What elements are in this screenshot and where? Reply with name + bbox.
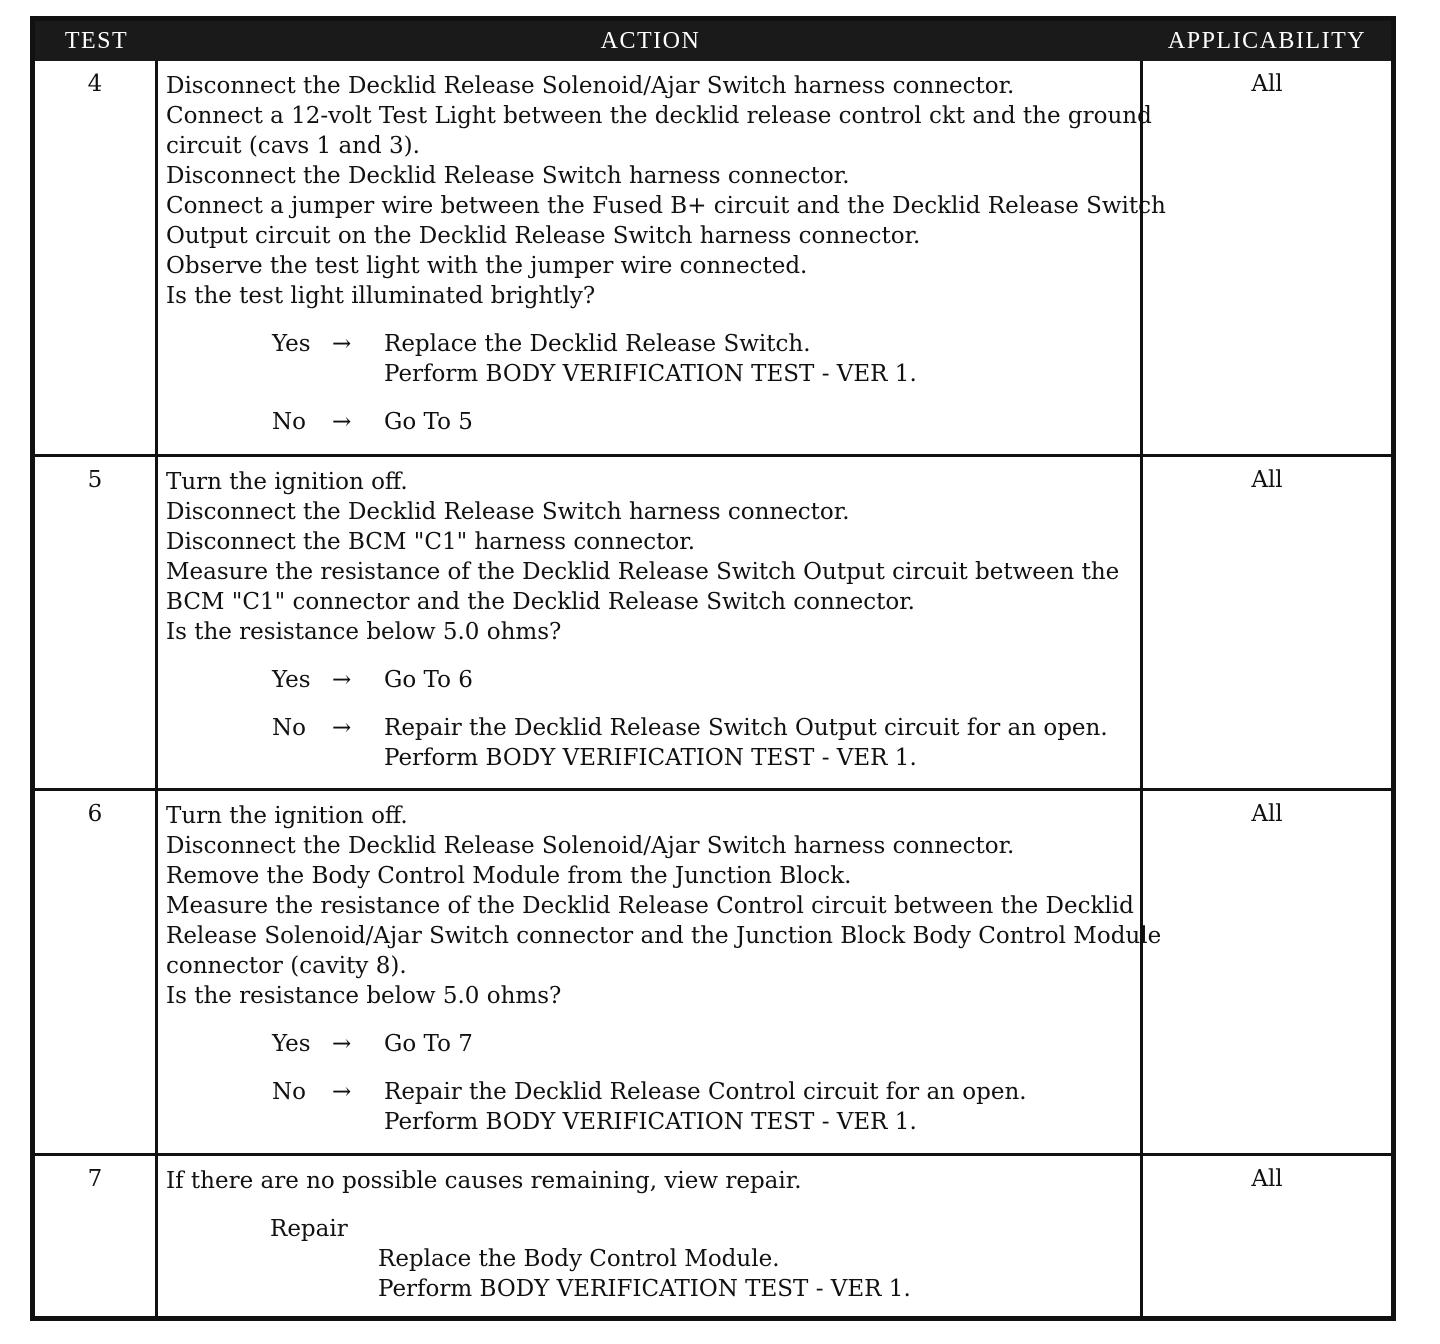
action-line: Release Solenoid/Ajar Switch connector and the Junction Block Body Control Module <box>166 923 1162 949</box>
table-body <box>35 61 1391 1316</box>
action-line: Remove the Body Control Module from the Junction Block. <box>166 863 852 889</box>
action-line: If there are no possible causes remaining, view repair. <box>166 1168 802 1194</box>
no-result-line: Go To 5 <box>384 409 473 435</box>
action-line: Is the resistance below 5.0 ohms? <box>166 983 562 1009</box>
arrow-icon: → <box>332 1079 352 1105</box>
yes-label: Yes <box>272 667 311 693</box>
header-test: TEST <box>64 27 129 54</box>
yes-result-line: Go To 7 <box>384 1031 473 1057</box>
action-line: circuit (cavs 1 and 3). <box>166 133 420 159</box>
repair-line: Perform BODY VERIFICATION TEST - VER 1. <box>378 1276 911 1302</box>
no-outcome <box>166 1077 1132 1137</box>
yes-result <box>384 329 1132 389</box>
action-line: Connect a jumper wire between the Fused B+ circuit and the Decklid Release Switch <box>166 193 1166 219</box>
yes-outcome <box>166 665 1132 695</box>
action-cell <box>158 1156 1143 1316</box>
table-row <box>35 61 1391 454</box>
repair-line: Replace the Body Control Module. <box>378 1246 780 1272</box>
header-action: ACTION <box>600 27 701 54</box>
action-line: Measure the resistance of the Decklid Release Control circuit between the Decklid <box>166 893 1134 919</box>
applicability-value: All <box>1251 1166 1283 1192</box>
table-header <box>35 21 1391 61</box>
arrow-icon: → <box>332 331 352 357</box>
arrow-icon: → <box>332 667 352 693</box>
action-line: Output circuit on the Decklid Release Switch harness connector. <box>166 223 921 249</box>
no-outcome <box>166 713 1132 773</box>
test-number: 6 <box>35 791 158 1153</box>
test-number: 5 <box>35 457 158 788</box>
yes-result-line: Go To 6 <box>384 667 473 693</box>
no-label: No <box>272 1079 306 1105</box>
no-result-line: Repair the Decklid Release Control circuit for an open. <box>384 1079 1027 1105</box>
no-label: No <box>272 409 306 435</box>
yes-result-line: Perform BODY VERIFICATION TEST - VER 1. <box>384 361 917 387</box>
no-result <box>384 407 1132 437</box>
action-line: Is the resistance below 5.0 ohms? <box>166 619 562 645</box>
applicability-value: All <box>1251 467 1283 493</box>
action-cell <box>158 791 1162 1153</box>
action-line: Connect a 12-volt Test Light between the decklid release control ckt and the ground <box>166 103 1152 129</box>
action-line: Measure the resistance of the Decklid Release Switch Output circuit between the <box>166 559 1120 585</box>
action-line: Disconnect the BCM "C1" harness connector. <box>166 529 696 555</box>
action-line: Turn the ignition off. <box>166 469 408 495</box>
no-result <box>384 1077 1132 1137</box>
applicability-value: All <box>1251 71 1283 97</box>
action-line: connector (cavity 8). <box>166 953 407 979</box>
repair-label: Repair <box>270 1216 348 1242</box>
yes-result <box>384 665 1132 695</box>
yes-result-line: Replace the Decklid Release Switch. <box>384 331 811 357</box>
no-result-line: Perform BODY VERIFICATION TEST - VER 1. <box>384 745 917 771</box>
yes-outcome <box>166 329 1132 389</box>
arrow-icon: → <box>332 715 352 741</box>
action-line: Is the test light illuminated brightly? <box>166 283 596 309</box>
no-result-line: Repair the Decklid Release Switch Output circuit for an open. <box>384 715 1108 741</box>
no-result <box>384 713 1132 773</box>
test-number: 4 <box>35 61 158 454</box>
applicability-value: All <box>1251 801 1283 827</box>
action-line: Disconnect the Decklid Release Switch harness connector. <box>166 163 850 189</box>
no-label: No <box>272 715 306 741</box>
no-outcome <box>166 407 1132 437</box>
yes-result <box>384 1029 1132 1059</box>
table-row <box>35 788 1391 1153</box>
action-line: BCM "C1" connector and the Decklid Release Switch connector. <box>166 589 915 615</box>
table-row <box>35 454 1391 788</box>
yes-label: Yes <box>272 1031 311 1057</box>
yes-outcome <box>166 1029 1132 1059</box>
table-row <box>35 1153 1391 1316</box>
action-cell <box>158 457 1143 788</box>
action-line: Disconnect the Decklid Release Switch harness connector. <box>166 499 850 525</box>
arrow-icon: → <box>332 409 352 435</box>
action-cell <box>158 61 1166 454</box>
no-result-line: Perform BODY VERIFICATION TEST - VER 1. <box>384 1109 917 1135</box>
header-applicability: APPLICABILITY <box>1167 27 1367 54</box>
test-number: 7 <box>35 1156 158 1316</box>
action-line: Turn the ignition off. <box>166 803 408 829</box>
arrow-icon: → <box>332 1031 352 1057</box>
yes-label: Yes <box>272 331 311 357</box>
action-line: Disconnect the Decklid Release Solenoid/Ajar Switch harness connector. <box>166 833 1015 859</box>
action-line: Disconnect the Decklid Release Solenoid/Ajar Switch harness connector. <box>166 73 1015 99</box>
diagnostic-test-table <box>30 16 1396 1321</box>
repair-lines <box>166 1244 1132 1304</box>
action-line: Observe the test light with the jumper wire connected. <box>166 253 808 279</box>
